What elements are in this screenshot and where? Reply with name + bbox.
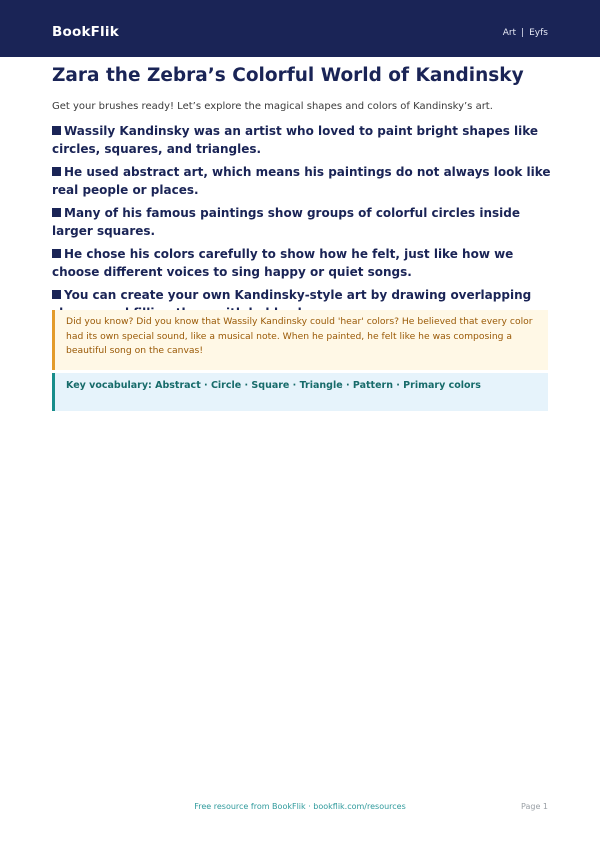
breadcrumb <box>503 28 548 38</box>
page-title: Zara the Zebra’s Colorful World of Kandinsky <box>52 65 524 86</box>
fact-text: He used abstract art, which means his paintings do not always look like real people or places. <box>52 165 551 197</box>
vocabulary-box: Key vocabulary: Abstract · Circle · Square · Triangle · Pattern · Primary colors <box>52 373 548 411</box>
footer-credit[interactable]: Free resource from BookFlik · bookflik.com/resources <box>194 802 406 811</box>
fact-text: Many of his famous paintings show groups of colorful circles inside larger squares. <box>52 206 520 238</box>
fact-list <box>52 122 552 327</box>
brand-logo[interactable]: BookFlik <box>52 24 119 40</box>
fact-text: He chose his colors carefully to show how he felt, just like how we choose different voices to sing happy or quiet songs. <box>52 247 514 279</box>
square-bullet-icon <box>52 249 61 258</box>
square-bullet-icon <box>52 208 61 217</box>
page-header <box>0 0 600 57</box>
breadcrumb-subject[interactable]: Art <box>502 28 517 38</box>
square-bullet-icon <box>52 167 61 176</box>
did-you-know-callout: Did you know? Did you know that Wassily Kandinsky could 'hear' colors? He believed that every color had its own special sound, like a musical note. When he painted, he felt like he was composing a beautiful song on the canvas! <box>52 310 548 370</box>
fact-text: You can create your own Kandinsky-style art by drawing overlapping <box>64 288 532 302</box>
list-item <box>52 122 552 158</box>
square-bullet-icon <box>52 126 61 135</box>
intro-text: Get your brushes ready! Let’s explore the magical shapes and colors of Kandinsky’s art. <box>52 101 493 112</box>
breadcrumb-level[interactable]: Eyfs <box>529 28 548 38</box>
breadcrumb-separator: | <box>521 28 525 38</box>
square-bullet-icon <box>52 290 61 299</box>
list-item <box>52 204 552 240</box>
page-number: Page 1 <box>521 802 548 811</box>
list-item <box>52 245 552 281</box>
list-item <box>52 163 552 199</box>
fact-text: Wassily Kandinsky was an artist who loved to paint bright shapes like circles, squares, and triangles. <box>52 124 539 156</box>
